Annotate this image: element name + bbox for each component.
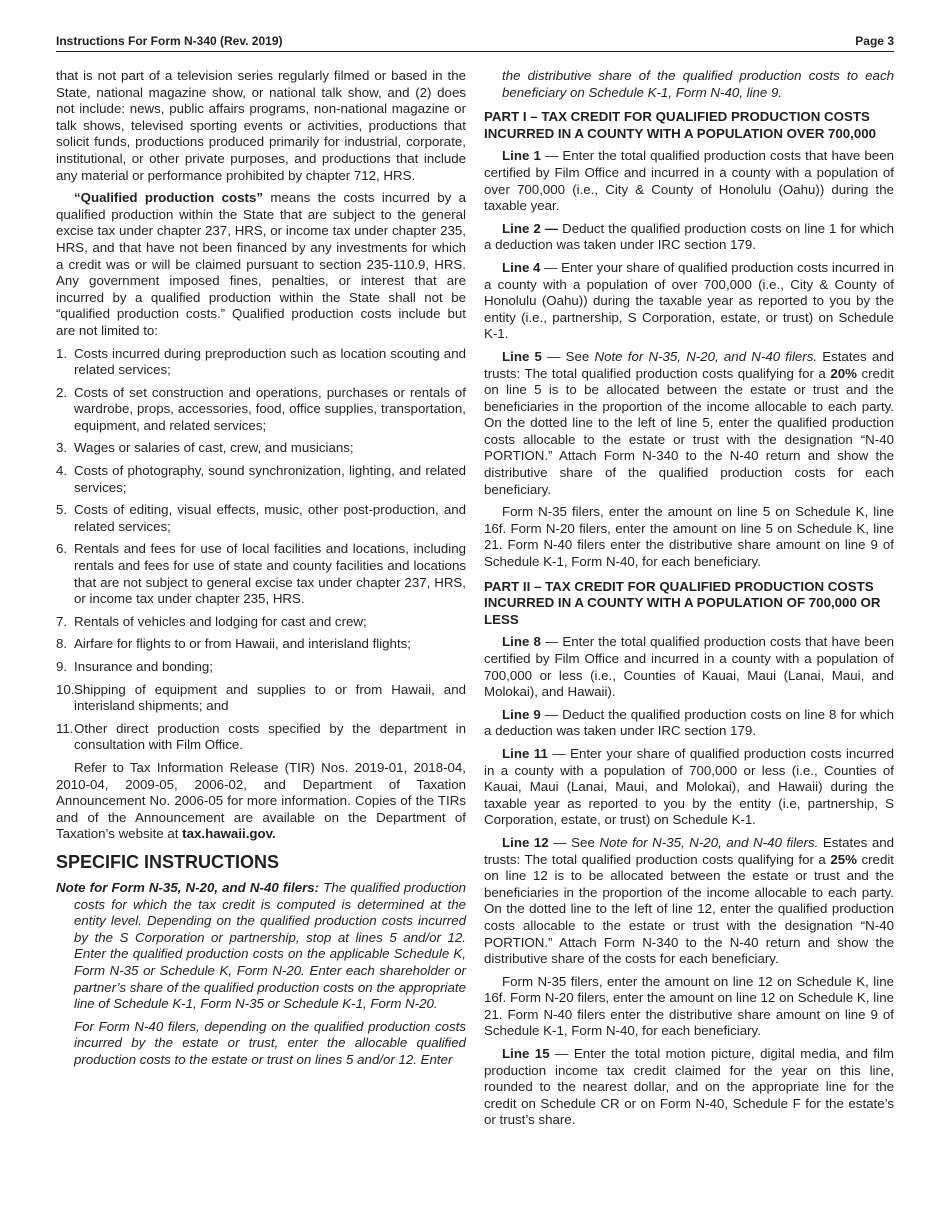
- list-item-text: Costs of editing, visual effects, music, other post-production, and related services;: [74, 502, 466, 534]
- list-item-number: 8.: [56, 636, 68, 652]
- list-item-text: Costs incurred during preproduction such as location scouting and related services;: [74, 345, 466, 378]
- line9-instruction: Line 9 — Deduct the qualified production costs on line 8 for which a deduction was taken under IRC section 179.: [484, 706, 894, 739]
- line15-instruction: Line 15 — Enter the total motion picture, digital media, and film production income tax credit claimed for the year on this line, rounded to the nearest dollar, and on the appropriate line for the credit on Schedule CR or on Form N-40, Schedule F for the estate’s or trust’s share.: [484, 1046, 894, 1128]
- list-item-number: 4.: [56, 463, 68, 479]
- qpc-definition: “Qualified production costs” means the costs incurred by a qualified production within the State that are subject to the general excise tax under chapter 237, HRS, or income tax under chapter 235, HRS, and that have not been financed by any investments for which a credit was or will be claimed pursuant to section 235-110.9, HRS. Any government imposed fines, penalties, or interest that are incurred by a qualified production within the State shall not be “qualified production costs.” Qualified production costs include but are not limited to:: [56, 190, 466, 338]
- right-column: [484, 68, 894, 1135]
- list-item-text: Wages or salaries of cast, crew, and musicians;: [74, 440, 354, 456]
- line11-instruction: Line 11 — Enter your share of qualified production costs incurred in a county with a population of 700,000 or less (i.e., Counties of Kauai, Maui (Lanai, Maui, and Molokai), and Hawaii) during the taxable year as reported to you by the entity (i.e, partnership, S Corporation, estate, or trust) on Schedule K-1.: [484, 745, 894, 828]
- list-item: [56, 541, 466, 607]
- page-header: [56, 34, 894, 52]
- list-item-text: Insurance and bonding;: [74, 659, 213, 674]
- line8-instruction: Line 8 — Enter the total qualified production costs that have been certified by Film Office and incurred in a county with a population of 700,000 or less (i.e., Counties of Kauai, Maui (Lanai, Maui, and Molokai), and Hawaii).: [484, 634, 894, 700]
- list-item: [56, 682, 466, 715]
- list-item-number: 1.: [56, 345, 68, 361]
- line4-instruction: Line 4 — Enter your share of qualified production costs incurred in a county with a population of over 700,000 (i.e., City & County of Honolulu (Oahu)) during the taxable year as reported to you by the entity (i.e., partnership, S Corporation, estate, or trust) on Schedule K-1.: [484, 259, 894, 342]
- qpc-list: [56, 346, 466, 754]
- list-item-number: 7.: [56, 613, 68, 629]
- qpc-term: “Qualified production costs”: [74, 190, 264, 206]
- list-item-text: Other direct production costs specified by the department in consultation with Film Office.: [74, 720, 466, 753]
- note-label: Note for Form N-35, N-20, and N-40 filers:: [56, 879, 320, 895]
- list-item-number: 9.: [56, 659, 68, 674]
- list-item: [56, 721, 466, 754]
- list-item-text: Costs of set construction and operations, purchases or rentals of wardrobe, props, accessories, food, office supplies, transportation, equipment, and related services;: [74, 384, 466, 433]
- line2-instruction: Line 2 — Deduct the qualified production costs on line 1 for which a deduction was taken under IRC section 179.: [484, 220, 894, 253]
- line5-filers: Form N-35 filers, enter the amount on line 5 on Schedule K, line 16f. Form N-20 filers, enter the amount on line 5 on Schedule K, line 21. Form N-40 filers enter the distributive share amount on line 9 of Schedule K-1, Form N-40, for each beneficiary.: [484, 504, 894, 570]
- list-item-number: 2.: [56, 384, 68, 400]
- list-item-number: 11.: [56, 720, 74, 736]
- page-number: Page 3: [855, 34, 894, 48]
- line1-instruction: Line 1 — Enter the total qualified production costs that have been certified by Film Office and incurred in a county with a population of over 700,000 (i.e., City & County of Honolulu (Oahu)) during the taxable year.: [484, 148, 894, 214]
- part1-heading: PART I – TAX CREDIT FOR QUALIFIED PRODUCTION COSTS INCURRED IN A COUNTY WITH A POPULATION OVER 700,000: [484, 109, 877, 141]
- list-item-number: 3.: [56, 440, 68, 456]
- list-item: [56, 346, 466, 379]
- filers-note: Note for Form N-35, N-20, and N-40 filers: The qualified production costs for which the tax credit is computed is determined at the entity level. Depending on the qualified production costs incurred by the S Corporation or partnership, stop at lines 5 and/or 12. Enter the qualified production costs on the applicable Schedule K, Form N-35 or Schedule K, Form N-20. Enter each shareholder or partner’s share of the qualified production costs on the appropriate line of Schedule K-1, Form N-35 or Schedule K-1, Form N-20.: [56, 879, 467, 1012]
- tir-paragraph: Refer to Tax Information Release (TIR) Nos. 2019-01, 2018-04, 2010-04, 2009-05, 2006-02, and Department of Taxation Announcement No. 2006-05 for more information. Copies of the TIRs and of the Announcement are available on the Department of Taxation’s website at tax.hawaii.gov.: [56, 759, 466, 842]
- list-item-text: Shipping of equipment and supplies to or from Hawaii, and interisland shipments; and: [74, 681, 466, 714]
- list-item-text: Rentals and fees for use of local facilities and locations, including rentals and fees for use of state and county facilities and locations that are not subject to general excise tax under chapter 237, HRS, or income tax under chapter 235, HRS.: [74, 541, 466, 607]
- list-item: [56, 385, 466, 435]
- list-item: [56, 636, 466, 653]
- list-item: [56, 440, 466, 457]
- list-item-text: Rentals of vehicles and lodging for cast and crew;: [74, 613, 367, 629]
- tax-website: tax.hawaii.gov.: [182, 826, 276, 842]
- list-item: [56, 659, 466, 676]
- list-item-number: 10.: [56, 681, 75, 697]
- n40-note: For Form N-40 filers, depending on the qualified production costs incurred by the estate or trust, enter the allocable qualified production costs to the estate or trust on lines 5 and/or 12. Enter: [74, 1018, 466, 1067]
- list-item-number: 5.: [56, 502, 68, 518]
- part2-heading: PART II – TAX CREDIT FOR QUALIFIED PRODUCTION COSTS INCURRED IN A COUNTY WITH A POPULATION OF 700,000 OR LESS: [484, 578, 881, 627]
- list-item: [56, 463, 466, 496]
- form-title: Instructions For Form N-340 (Rev. 2019): [56, 34, 283, 48]
- line5-instruction: Line 5 — See Note for N-35, N-20, and N-40 filers. Estates and trusts: The total qualified production costs qualifying for a 20% credit on line 5 is to be allocated between the estate or trust and the beneficiaries in the proportion of the income allocable to each party. On the dotted line to the left of line 5, enter the qualified production costs allocable to the estate or trust with the designation “N-40 PORTION.” Attach Form N-340 to the N-40 return and show the distributive share of the qualified production costs for each beneficiary.: [484, 348, 894, 497]
- left-column: [56, 68, 466, 1074]
- list-item: [56, 614, 466, 631]
- list-item: [56, 502, 466, 535]
- n40-note-continued: the distributive share of the qualified production costs to each beneficiary on Schedule K-1, Form N-40, line 9.: [502, 68, 894, 100]
- list-item-text: Costs of photography, sound synchronization, lighting, and related services;: [74, 463, 466, 495]
- line12-filers: Form N-35 filers, enter the amount on line 12 on Schedule K, line 16f. Form N-20 filers, enter the amount on line 12 on Schedule K, line 21. Form N-40 filers enter the distributive share amount on line 9 of Schedule K-1, Form N-40, for each beneficiary.: [484, 973, 894, 1039]
- list-item-text: Airfare for flights to or from Hawaii, and interisland flights;: [74, 636, 411, 652]
- section-title: SPECIFIC INSTRUCTIONS: [56, 851, 280, 872]
- intro-paragraph: that is not part of a television series regularly filmed or based in the State, national magazine show, or national talk show, and (2) does not include: news, public affairs programs, non-national magazine or talk shows, televised sporting events or activities, productions that solicit funds, productions produced primarily for industrial, corporate, institutional, or other private purposes, and productions that include any material or performance prohibited by chapter 712, HRS.: [56, 68, 466, 183]
- line12-instruction: Line 12 — See Note for N-35, N-20, and N-40 filers. Estates and trusts: The total qualified production costs qualifying for a 25% credit on line 12 is to be allocated between the estate or trust and the beneficiaries in the proportion of the income allocable to each party. On the dotted line to the left of line 12, enter the qualified production costs allocable to the estate or trust with the designation “N-40 PORTION.” Attach Form N-340 to the N-40 return and show the distributive share of the costs for each beneficiary.: [484, 834, 895, 967]
- list-item-number: 6.: [56, 541, 68, 557]
